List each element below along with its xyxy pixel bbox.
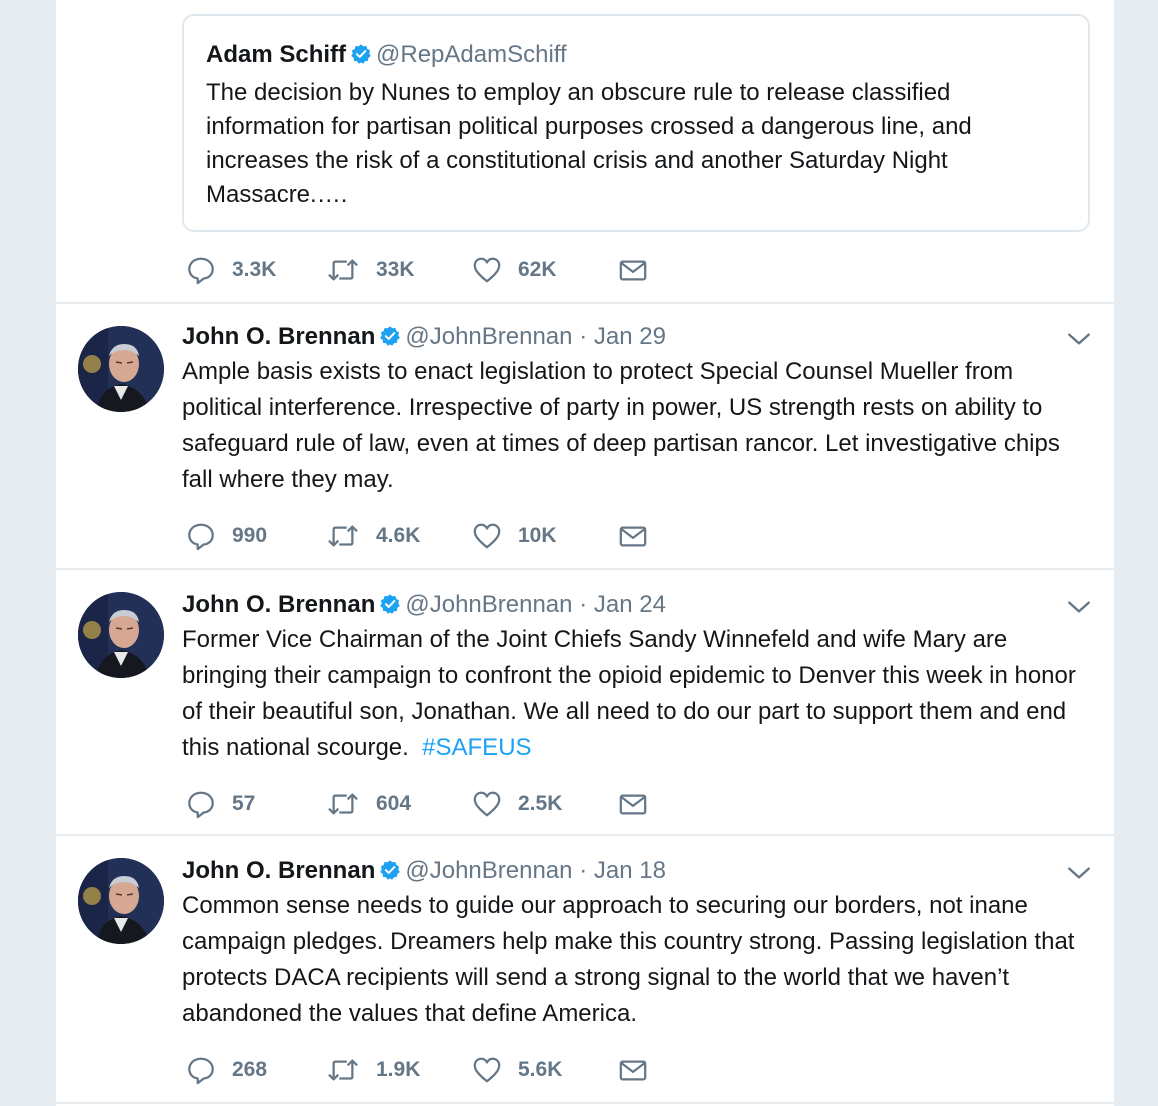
dm-button[interactable] bbox=[618, 1054, 664, 1086]
retweet-icon bbox=[326, 521, 360, 551]
tweet-date[interactable]: Jan 29 bbox=[593, 323, 666, 350]
dm-icon bbox=[618, 1055, 648, 1085]
tweet[interactable] bbox=[56, 304, 1114, 570]
retweet-button[interactable] bbox=[326, 788, 411, 820]
reply-button[interactable] bbox=[186, 520, 267, 552]
tweet-actions bbox=[186, 254, 666, 286]
tweet-date[interactable]: Jan 24 bbox=[593, 591, 666, 618]
dm-button[interactable] bbox=[618, 254, 664, 286]
like-count: 62K bbox=[518, 258, 557, 281]
tweet-text bbox=[182, 622, 1087, 766]
dm-button[interactable] bbox=[618, 520, 664, 552]
reply-button[interactable] bbox=[186, 254, 276, 286]
chevron-down-icon[interactable] bbox=[1066, 860, 1092, 886]
retweet-icon bbox=[326, 255, 360, 285]
tweet-header bbox=[182, 856, 666, 886]
dm-button[interactable] bbox=[618, 788, 664, 820]
author-handle[interactable]: @JohnBrennan bbox=[405, 591, 573, 618]
retweet-button[interactable] bbox=[326, 1054, 420, 1086]
quoted-tweet-card[interactable] bbox=[182, 14, 1090, 232]
reply-icon bbox=[186, 255, 216, 285]
chevron-down-icon[interactable] bbox=[1066, 326, 1092, 352]
retweet-button[interactable] bbox=[326, 520, 420, 552]
separator: · bbox=[579, 323, 588, 350]
avatar[interactable] bbox=[78, 326, 164, 412]
tweet-text-body: Ample basis exists to enact legislation to protect Special Counsel Mueller from political interference. Irrespective of party in power, US strength rests on ability to safeguard rule of law, even at times of deep partisan rancor. Let investigative chips fall where they may. bbox=[182, 358, 1060, 493]
like-button[interactable] bbox=[472, 1054, 562, 1086]
retweet-icon bbox=[326, 789, 360, 819]
like-icon bbox=[472, 1055, 502, 1085]
dm-icon bbox=[618, 789, 648, 819]
timeline bbox=[56, 0, 1114, 1106]
like-icon bbox=[472, 789, 502, 819]
separator: · bbox=[579, 591, 588, 618]
author-name[interactable]: John O. Brennan bbox=[182, 857, 376, 884]
retweet-count: 1.9K bbox=[376, 1058, 421, 1081]
quoted-author-name[interactable]: Adam Schiff bbox=[206, 41, 347, 68]
retweet-count: 4.6K bbox=[376, 524, 421, 547]
quoted-tweet-text: The decision by Nunes to employ an obscure rule to release classified information for partisan political purposes crossed a dangerous line, and increases the risk of a constitutional crisis and another Saturday Night Massacre.…. bbox=[206, 79, 972, 208]
retweet-icon bbox=[326, 1055, 360, 1085]
like-count: 5.6K bbox=[518, 1058, 563, 1081]
retweet-count: 33K bbox=[376, 258, 415, 281]
quoted-author-handle[interactable]: @RepAdamSchiff bbox=[376, 41, 567, 68]
reply-count: 3.3K bbox=[232, 258, 277, 281]
like-button[interactable] bbox=[472, 788, 562, 820]
author-name[interactable]: John O. Brennan bbox=[182, 591, 376, 618]
verified-icon bbox=[379, 593, 401, 615]
avatar[interactable] bbox=[78, 592, 164, 678]
tweet-with-quote[interactable] bbox=[56, 0, 1114, 304]
tweet-actions bbox=[186, 1054, 666, 1086]
tweet[interactable] bbox=[56, 836, 1114, 1104]
dm-icon bbox=[618, 255, 648, 285]
verified-icon bbox=[379, 325, 401, 347]
tweet-text-body: Common sense needs to guide our approach to securing our borders, not inane campaign pledges. Dreamers help make this country strong. Passing legislation that protects DACA recipients will send a strong signal to the world that we haven’t abandoned the values that define America. bbox=[182, 892, 1075, 1027]
like-icon bbox=[472, 521, 502, 551]
tweet-header bbox=[182, 590, 666, 620]
reply-count: 57 bbox=[232, 792, 256, 815]
retweet-count: 604 bbox=[376, 792, 412, 815]
hashtag-link[interactable]: #SAFEUS bbox=[422, 734, 532, 761]
verified-icon bbox=[379, 859, 401, 881]
tweet-header bbox=[182, 322, 666, 352]
reply-count: 990 bbox=[232, 524, 268, 547]
reply-count: 268 bbox=[232, 1058, 268, 1081]
tweet-actions bbox=[186, 520, 666, 552]
like-icon bbox=[472, 255, 502, 285]
reply-icon bbox=[186, 521, 216, 551]
tweet-text bbox=[182, 888, 1087, 1032]
reply-button[interactable] bbox=[186, 788, 255, 820]
tweet-text-body: Former Vice Chairman of the Joint Chiefs Sandy Winnefeld and wife Mary are bringing their campaign to confront the opioid epidemic to Denver this week in honor of their beautiful son, Jonathan. We all need to do our part to support them and end this national scourge. bbox=[182, 626, 1076, 761]
like-button[interactable] bbox=[472, 254, 557, 286]
avatar[interactable] bbox=[78, 858, 164, 944]
author-name[interactable]: John O. Brennan bbox=[182, 323, 376, 350]
dm-icon bbox=[618, 521, 648, 551]
like-count: 10K bbox=[518, 524, 557, 547]
retweet-button[interactable] bbox=[326, 254, 415, 286]
author-handle[interactable]: @JohnBrennan bbox=[405, 323, 573, 350]
verified-icon bbox=[350, 43, 372, 65]
like-count: 2.5K bbox=[518, 792, 563, 815]
reply-button[interactable] bbox=[186, 1054, 267, 1086]
reply-icon bbox=[186, 1055, 216, 1085]
tweet-actions bbox=[186, 788, 666, 820]
like-button[interactable] bbox=[472, 520, 557, 552]
tweet-text bbox=[182, 354, 1087, 498]
separator: · bbox=[579, 857, 588, 884]
quoted-tweet-header bbox=[206, 40, 567, 70]
author-handle[interactable]: @JohnBrennan bbox=[405, 857, 573, 884]
tweet[interactable] bbox=[56, 570, 1114, 836]
chevron-down-icon[interactable] bbox=[1066, 594, 1092, 620]
tweet-date[interactable]: Jan 18 bbox=[593, 857, 666, 884]
reply-icon bbox=[186, 789, 216, 819]
